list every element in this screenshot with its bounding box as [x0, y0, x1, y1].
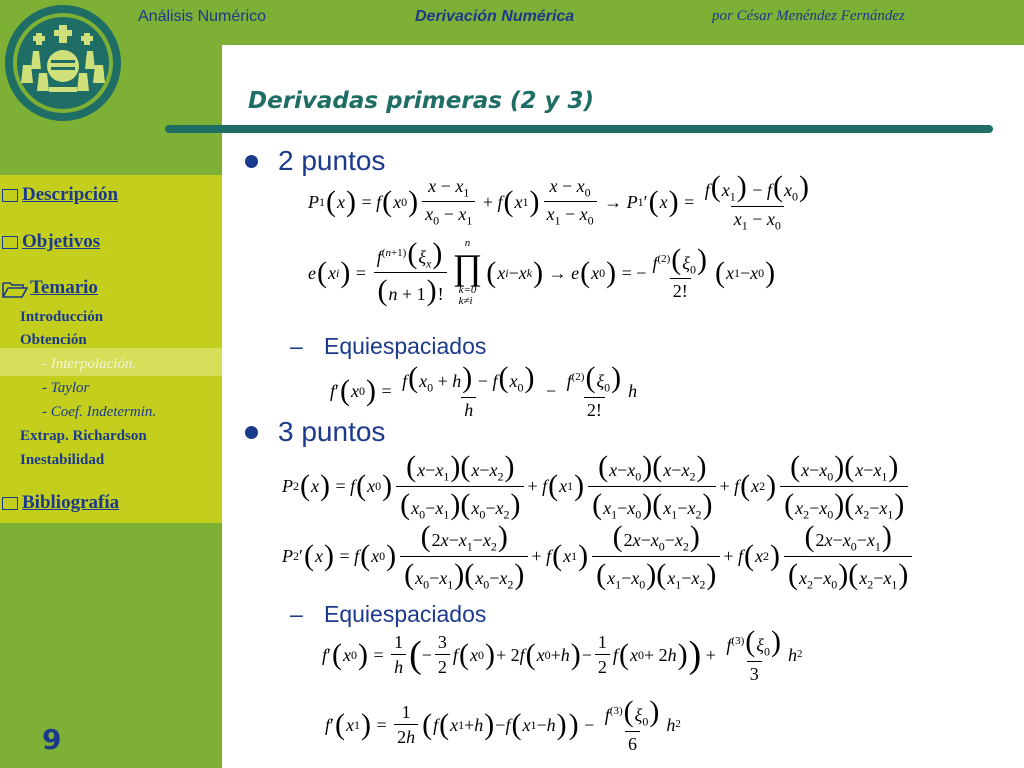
bullet-dot-icon	[245, 426, 258, 439]
checkbox-icon	[2, 236, 18, 249]
equation-fprime-2pt-equi: f ′ ( x 0 ) = $\frac{f(x_0 + h) - f(x_0)}{h}$ − $\frac{f^{(2)}(\xi_0)}{2!}$ h	[330, 361, 638, 420]
nav-sub-obtencion[interactable]: Obtención	[20, 332, 87, 348]
checkbox-icon	[2, 497, 18, 510]
subbullet-equiespaciados-2: – Equiespaciados	[290, 601, 487, 627]
nav-sub-introduccion[interactable]: Introducción	[20, 309, 104, 325]
subbullet-text: Equiespaciados	[324, 601, 487, 627]
slide-title: Derivadas primeras (2 y 3)	[248, 88, 594, 114]
nav-item-descripcion[interactable]	[2, 184, 118, 206]
nav-item-objetivos[interactable]	[2, 231, 100, 253]
subbullet-text: Equiespaciados	[324, 333, 487, 359]
university-logo-icon	[3, 3, 123, 123]
equation-p2-prime: P 2 ′ ( x ) = f ( x 0 ) $\frac{(2x-x_1-x_2)}{(x_0-x_1)(x_0-x_2)}$ + f ( x 1 ) $\frac{(2x-x_0-x_2)}{(x_1-x_0)(x_1-x_2)}$ + f ( x 2 ) $\frac{(2x-x_0-x_1)}{(x_2-x_0)(x_2-x_1)}$	[282, 522, 915, 590]
nav-sub-richardson[interactable]: Extrap. Richardson	[20, 428, 147, 444]
nav-subsub-taylor[interactable]: - Taylor	[42, 380, 90, 396]
equation-fprime-x1-3pt: f ′ ( x 1 ) = $\frac{1}{2h}$ ( f ( x 1 + h ) − f ( x 1 − h ) ) − $\frac{f^{(3)}(\xi_0)}{6}$ h 2	[325, 695, 681, 754]
equation-p2: P 2 ( x ) = f ( x 0 ) $\frac{(x-x_1)(x-x_2)}{(x_0-x_1)(x_0-x_2)}$ + f ( x 1 ) $\frac{(x-x_0)(x-x_2)}{(x_1-x_0)(x_1-x_2)}$ + f ( x 2 ) $\frac{(x-x_0)(x-x_1)}{(x_2-x_0)(x_2-x_1)}$	[282, 452, 911, 520]
bullet-dot-icon	[245, 155, 258, 168]
bullet-text: 2 puntos	[278, 145, 386, 176]
folder-open-icon	[2, 280, 28, 298]
equation-fprime-x0-3pt: f ′ ( x 0 ) = $\frac{1}{h}$ ( − $\frac{3}{2}$ f ( x 0 ) + 2 f ( x 0 + h ) − $\frac{1}{2}$ f ( x 0 + 2 h ) ) + $\frac{f^{(3)}(\xi_0)}{3}$ h 2	[322, 625, 803, 684]
nav-subsub-coef[interactable]: - Coef. Indetermin.	[42, 404, 157, 420]
nav-item-temario[interactable]	[2, 277, 98, 299]
nav-subsub-interpolacion[interactable]: - Interpolación.	[42, 356, 137, 372]
nav-label: Bibliografía	[22, 492, 120, 513]
bullet-text: 3 puntos	[278, 416, 386, 447]
equation-p1: P 1 ( x ) = f ( x 0 ) $\frac{x - x_1}{x_0 - x_1}$ + f ( x 1 ) $\frac{x - x_0}{x_1 - x_0}$ → P 1 ′ ( x ) = $\frac{f(x_1) - f(x_0)}{x_1 - x_0}$	[308, 170, 809, 233]
nav-item-bibliografia[interactable]	[2, 492, 119, 514]
page-number: 9	[42, 723, 62, 756]
course-name: Análisis Numérico	[138, 8, 267, 25]
title-rule	[165, 125, 993, 133]
checkbox-icon	[2, 189, 18, 202]
nav-label: Objetivos	[22, 231, 101, 252]
bullet-3-puntos	[278, 416, 385, 448]
equation-error-2pt: e ( x i ) = $\frac{f^{(n+1)}(\xi_x)}{(n + 1)!}$ n ∏ k=0 k≠i ( x i − x k ) → e ( x 0 ) = − $\frac{f^{(2)}(\xi_0)}{2!}$ ( x 1 − x 0 )	[308, 236, 776, 308]
subbullet-equiespaciados-1: – Equiespaciados	[290, 333, 487, 359]
nav-sub-inestabilidad[interactable]: Inestabilidad	[20, 452, 105, 468]
nav-label: Descripción	[22, 184, 119, 205]
topic-name: Derivación Numérica	[415, 8, 575, 25]
author-name: por César Menéndez Fernández	[712, 8, 905, 24]
nav-label: Temario	[30, 277, 98, 298]
